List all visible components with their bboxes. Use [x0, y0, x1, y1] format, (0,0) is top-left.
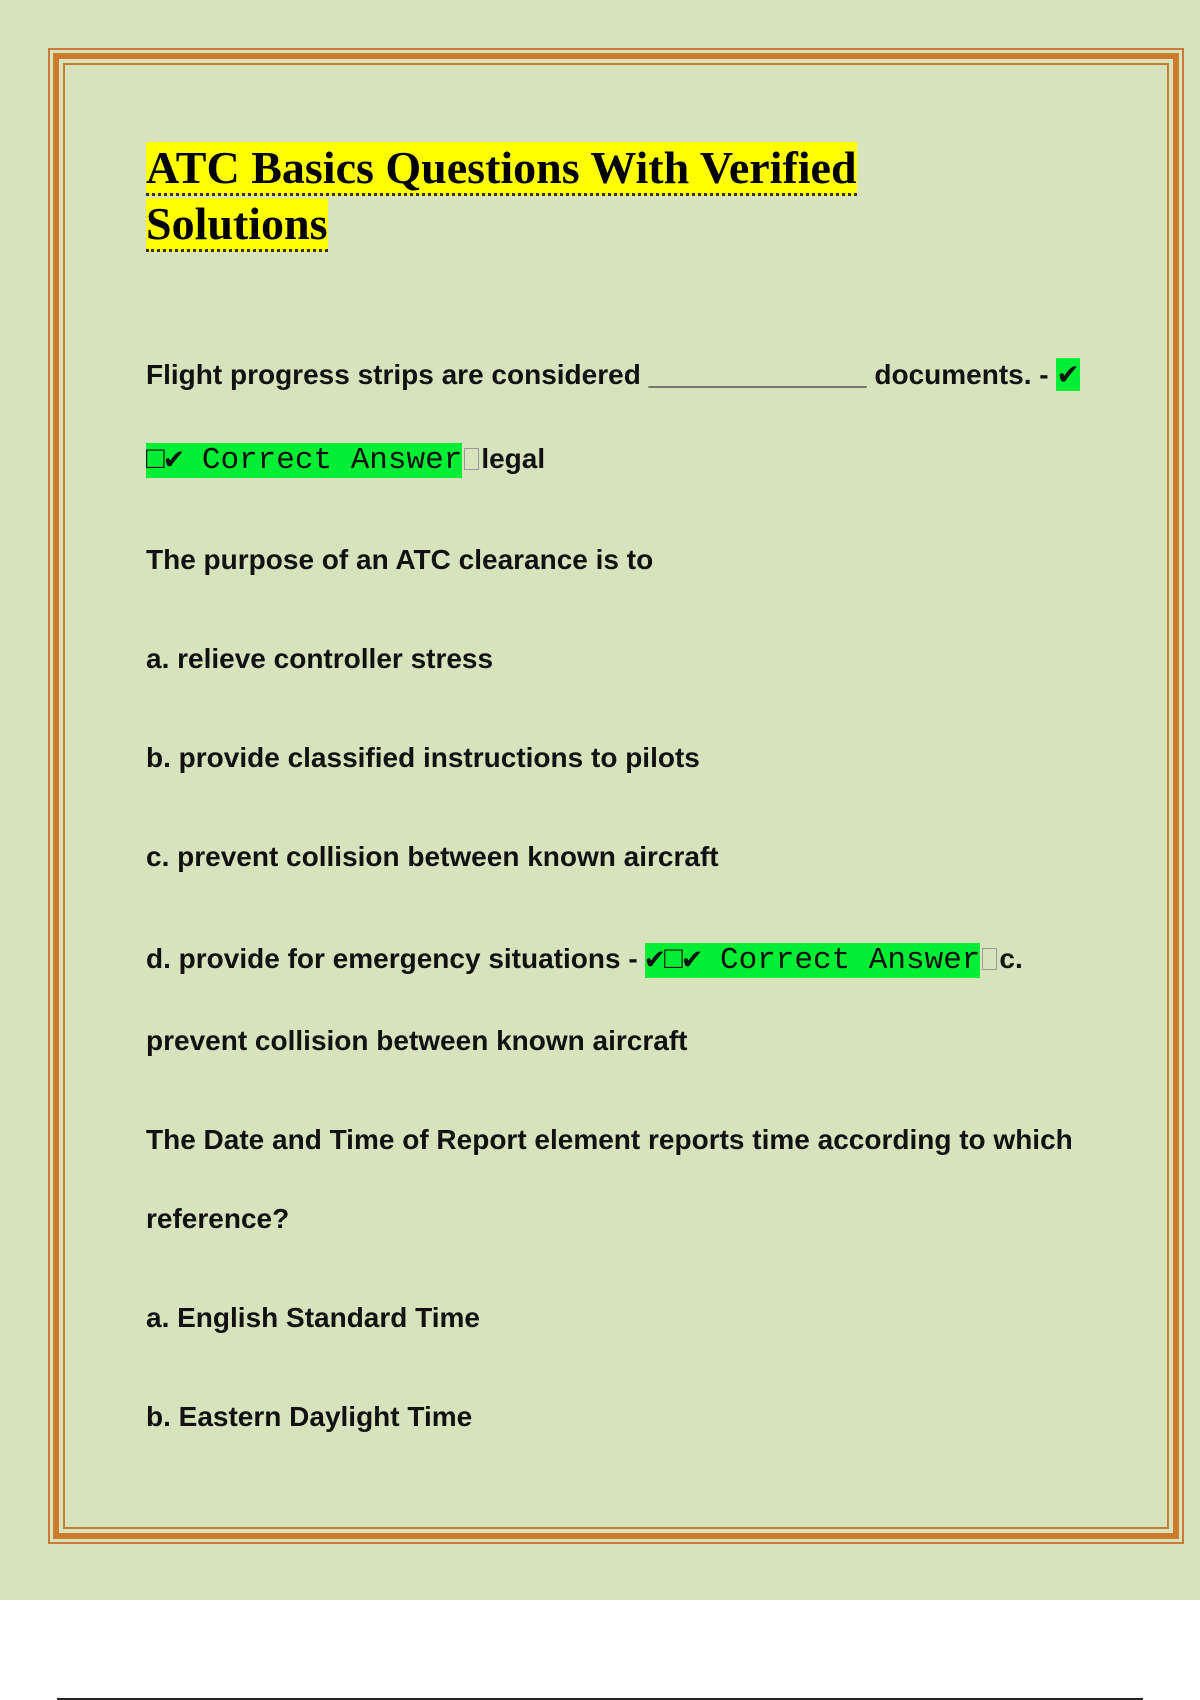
q2-answer-start: c. [999, 943, 1023, 974]
box-icon [982, 948, 997, 970]
q2-answer-continued: prevent collision between known aircraft [146, 1025, 688, 1056]
q2-answer-tag: ✔□✔ Correct Answer [645, 943, 981, 978]
q3-option-b: b. Eastern Daylight Time [146, 1401, 473, 1432]
q1-prompt: Flight progress strips are considered ______________ documents. - [146, 359, 1049, 390]
q1-answer-line [146, 440, 545, 478]
q2-prompt: The purpose of an ATC clearance is to [146, 544, 654, 575]
q1-prompt-line [146, 358, 1080, 391]
q1-answer: legal [481, 443, 546, 474]
q2-option-a: a. relieve controller stress [146, 643, 494, 674]
q3-option-a: a. English Standard Time [146, 1302, 481, 1333]
document-title [146, 140, 906, 252]
q2-option-d-line [146, 940, 1023, 978]
q1-answer-tag: □✔ Correct Answer [146, 443, 463, 478]
q2-option-b: b. provide classified instructions to pilots [146, 742, 700, 773]
q3-prompt-line1: The Date and Time of Report element reports time according to which [146, 1124, 1073, 1155]
q2-option-d: d. provide for emergency situations - [146, 943, 638, 974]
box-icon [464, 448, 479, 470]
q3-prompt-line2: reference? [146, 1203, 290, 1234]
q2-option-c: c. prevent collision between known aircraft [146, 841, 719, 872]
document-content [146, 140, 1106, 1432]
q1-check-icon: ✔ [1056, 358, 1080, 391]
document-title-text: ATC Basics Questions With Verified Solutions [146, 142, 857, 252]
